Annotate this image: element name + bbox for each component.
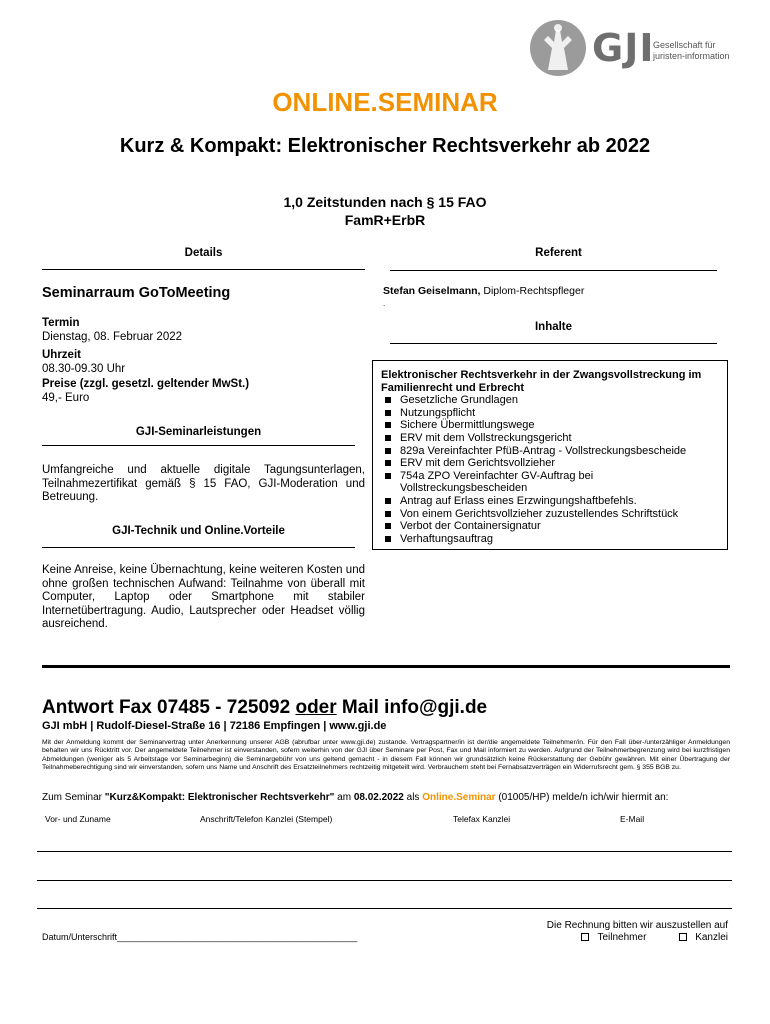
referent-heading: Referent xyxy=(535,247,582,259)
section-divider xyxy=(42,665,730,668)
referent-dot: . xyxy=(383,299,386,308)
list-item: Verhaftungsauftrag xyxy=(381,533,719,546)
form-line[interactable] xyxy=(37,851,732,852)
form-line[interactable] xyxy=(37,908,732,909)
technik-text: Keine Anreise, keine Übernachtung, keine weiteren Kosten und ohne großen technischen Aufwand: Teilnahme von überall mit Computer, Laptop oder Smartphone mit stabiler Internetübertragung. Audio, Lautsprecher oder Headset völlig ausreichend. xyxy=(42,564,365,630)
leistungen-heading: GJI-Seminarleistungen xyxy=(135,426,262,438)
list-item: ERV mit dem Gerichtsvollzieher xyxy=(381,457,719,470)
gji-logo xyxy=(530,20,745,80)
company-address: GJI mbH | Rudolf-Diesel-Straße 16 | 72186 Empfingen | www.gji.de xyxy=(42,720,387,732)
list-item: Von einem Gerichtsvollzieher zuzustellendes Schriftstück xyxy=(381,508,719,521)
list-item: Nutzungspflicht xyxy=(381,407,719,420)
termin-block: Termin Dienstag, 08. Februar 2022 xyxy=(42,317,183,343)
inhalte-box-heading: Elektronischer Rechtsverkehr in der Zwangsvollstreckung im Familienrecht und Erbrecht xyxy=(381,369,702,394)
seminar-room: Seminarraum GoToMeeting xyxy=(42,285,231,301)
signature-field[interactable]: Datum/Unterschrift________________________________________________ xyxy=(42,932,358,942)
list-item: Antrag auf Erlass eines Erzwingungshaftbefehls. xyxy=(381,495,719,508)
inhalte-box xyxy=(372,360,728,550)
registration-statement: Zum Seminar "Kurz&Kompakt: Elektronischer Rechtsverkehr" am 08.02.2022 als Online.Seminar (01005/HP) melde/n ich/wir hiermit an: xyxy=(42,792,669,803)
divider xyxy=(390,270,717,271)
divider xyxy=(390,343,717,344)
name-field-label: Vor- und Zuname xyxy=(45,814,111,824)
preis-block: Preise (zzgl. gesetzl. geltender MwSt.) 49,- Euro xyxy=(42,378,250,404)
list-item: Gesetzliche Grundlagen xyxy=(381,394,719,407)
address-field-label: Anschrift/Telefon Kanzlei (Stempel) xyxy=(200,814,333,824)
referent-info: Stefan Geiselmann, Diplom-Rechtspfleger xyxy=(383,285,585,297)
list-item: 829a Vereinfachter PfüB-Antrag - Vollstreckungsbescheide xyxy=(381,445,719,458)
email-field-label: E-Mail xyxy=(620,814,645,824)
uhrzeit-block: Uhrzeit 08.30-09.30 Uhr xyxy=(42,349,126,375)
list-item: Verbot der Containersignatur xyxy=(381,520,719,533)
details-heading: Details xyxy=(184,247,223,259)
logo-emblem-icon xyxy=(530,20,586,76)
kanzlei-checkbox[interactable] xyxy=(679,933,687,941)
antwort-heading: Antwort Fax 07485 - 725092 oder Mail info@gji.de xyxy=(42,697,488,718)
inhalte-list xyxy=(381,394,719,545)
fax-field-label: Telefax Kanzlei xyxy=(453,814,511,824)
list-item: Sichere Übermittlungswege xyxy=(381,419,719,432)
technik-heading: GJI-Technik und Online.Vorteile xyxy=(112,525,285,537)
list-item: 754a ZPO Vereinfachter GV-Auftrag bei Vollstreckungsbescheiden xyxy=(381,470,719,495)
seminar-subtitle: Kurz & Kompakt: Elektronischer Rechtsverkehr ab 2022 xyxy=(119,135,651,157)
logo-subtitle: Gesellschaft für juristen-information xyxy=(653,40,730,61)
divider xyxy=(42,547,355,548)
hours-info: 1,0 Zeitstunden nach § 15 FAO FamR+ErbR xyxy=(283,194,487,228)
logo-text: GJI xyxy=(592,26,655,70)
divider xyxy=(42,269,365,270)
divider xyxy=(42,445,355,446)
terms-fine-print: Mit der Anmeldung kommt der Seminarvertrag unter Anerkennung unserer AGB (abrufbar unter www.gji.de) zustande. Vertragspartner/in ist der/die angemeldete Teilnehmer/in. Für den Fall über-/unterzähliger Anmeldungen behalten wir uns Rücktritt vor. Der angemeldete Teilnehmer ist einverstanden, sofern weiterhin von der GJI über Seminare per Post, Fax und Mail informiert zu werden. Aufgrund der Teilnehmerbegrenzung wird bei kurzfristigen Abmeldungen (weniger als 5 Arbeitstage vor Seminarbeginn) die Seminargebühr von uns geltend gemacht - in diesem Fall können wir grundsätzlich keine Rückerstattung der Gebühr gewähren. Mit einer Übertragung der Teilnahmeberechtigung sind wir einverstanden, sofern uns Name und Anschrift des Ersatzteilnehmers rechtzeitig mitgeteilt wird. Verbrauchern steht bei Fernabsatzverträgen ein Widerrufsrecht gem. § 355 BGB zu. xyxy=(42,739,730,771)
list-item: ERV mit dem Vollstreckungsgericht xyxy=(381,432,719,445)
inhalte-heading: Inhalte xyxy=(534,321,573,333)
leistungen-text: Umfangreiche und aktuelle digitale Tagungsunterlagen, Teilnahmezertifikat gemäß § 15 FAO, GJI-Moderation und Betreuung. xyxy=(42,464,365,503)
form-line[interactable] xyxy=(37,880,732,881)
page-title: ONLINE.SEMINAR xyxy=(272,87,498,117)
invoice-choice: Die Rechnung bitten wir auszustellen auf Teilnehmer Kanzlei xyxy=(546,920,728,943)
teilnehmer-checkbox[interactable] xyxy=(581,933,589,941)
